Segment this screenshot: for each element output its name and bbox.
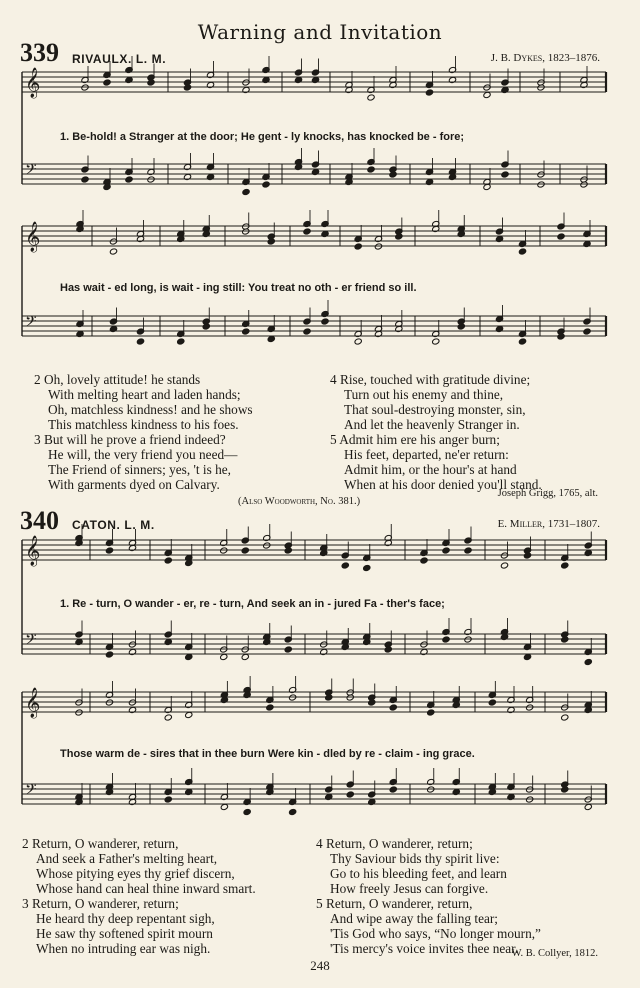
verse-line: He saw thy softened spirit mourn	[36, 926, 213, 941]
note-head	[341, 562, 349, 569]
verse-line: 4 Return, O wanderer, return;	[316, 836, 473, 851]
note-head	[363, 564, 371, 571]
note-head	[284, 646, 292, 653]
verse-line: 'Tis God who says, “No longer mourn,”	[330, 926, 541, 941]
verse-line: When no intruding ear was nigh.	[36, 941, 211, 956]
page-number: 248	[310, 958, 330, 973]
note-head	[105, 547, 113, 554]
verse-line: Thy Saviour bids thy spirit live:	[330, 851, 500, 866]
note-head	[501, 86, 509, 93]
verse-line: Turn out his enemy and thine,	[344, 387, 504, 402]
note-head	[346, 791, 354, 798]
note-head	[432, 338, 440, 345]
note-head	[452, 788, 460, 795]
note-head	[425, 178, 433, 185]
verse-line: This matchless kindness to his foes.	[48, 417, 239, 432]
note-head	[294, 76, 302, 83]
verse-line: And wipe away the falling tear;	[330, 911, 498, 926]
note-head	[164, 714, 172, 721]
page-title: Warning and Invitation	[197, 20, 443, 44]
verse-block-right	[316, 836, 541, 956]
note-head	[241, 547, 249, 554]
note-head	[185, 788, 193, 795]
bass-clef-icon: 𝄢	[25, 631, 37, 652]
note-head	[243, 808, 251, 815]
note-head	[81, 84, 89, 91]
note-head	[164, 557, 172, 564]
note-head	[321, 230, 329, 237]
author-credit: W. B. Collyer, 1812.	[511, 948, 598, 959]
note-head	[183, 173, 191, 180]
note-head	[526, 704, 534, 711]
verse-line: 'Tis mercy's voice invites thee near.	[330, 941, 519, 956]
note-head	[262, 181, 270, 188]
note-head	[557, 233, 565, 240]
verse-line: 4 Rise, touched with gratitude divine;	[330, 372, 531, 387]
note-head	[584, 803, 592, 810]
verse-line: Whose hand can heal thine inward smart.	[36, 881, 256, 896]
note-head	[420, 557, 428, 564]
verse-line: 3 But will he prove a friend indeed?	[34, 432, 226, 447]
verse-line: That soul-destroying monster, sin,	[344, 402, 526, 417]
note-head	[185, 653, 193, 660]
note-head	[75, 638, 83, 645]
note-head	[495, 235, 503, 242]
note-head	[368, 798, 376, 805]
verse-line: With garments dyed on Calvary.	[48, 477, 220, 492]
note-head	[289, 694, 297, 701]
note-head	[321, 318, 329, 325]
verse-line: With melting heart and laden hands;	[48, 387, 241, 402]
verse-line: He heard thy deep repentant sigh,	[36, 911, 215, 926]
lyric-line: 1. Re - turn, O wander - er, re - turn, And seek an in - jured Fa - ther's face;	[60, 598, 445, 610]
note-head	[266, 704, 274, 711]
treble-clef-icon: 𝄞	[25, 536, 41, 566]
verse-block-left	[34, 372, 253, 492]
note-head	[289, 808, 297, 815]
note-head	[488, 699, 496, 706]
verse-line: The Friend of sinners; yes, 't is he,	[48, 462, 231, 477]
note-head	[303, 328, 311, 335]
tune-name: RIVAULX. L. M.	[72, 52, 167, 66]
note-head	[109, 325, 117, 332]
note-head	[427, 786, 435, 793]
verse-line: 3 Return, O wanderer, return;	[22, 896, 179, 911]
note-head	[263, 542, 271, 549]
composer: J. B. Dykes, 1823–1876.	[490, 52, 600, 64]
lyric-line: Has wait - ed long, is wait - ing still: You treat no oth - er friend so ill.	[60, 282, 417, 294]
verse-line: And seek a Father's melting heart,	[36, 851, 218, 866]
note-head	[507, 793, 515, 800]
note-head	[311, 76, 319, 83]
bass-clef-icon: 𝄢	[25, 313, 37, 334]
note-head	[303, 228, 311, 235]
note-head	[325, 793, 333, 800]
verse-line: Admit him, or the hour's at hand	[344, 462, 517, 477]
note-head	[367, 94, 375, 101]
treble-clef-icon: 𝄞	[25, 222, 41, 252]
note-head	[442, 547, 450, 554]
verse-line: 2 Return, O wanderer, return,	[22, 836, 179, 851]
verse-line: How freely Jesus can forgive.	[330, 881, 489, 896]
lyric-line: Those warm de - sires that in thee burn Were kin - dled by re - claim - ing grace.	[60, 748, 475, 760]
note-head	[125, 76, 133, 83]
note-head	[242, 188, 250, 195]
verse-line: When at his door denied you'll stand.	[344, 477, 542, 492]
note-head	[220, 803, 228, 810]
note-head	[125, 176, 133, 183]
verse-line: Whose pitying eyes thy grief discern,	[36, 866, 235, 881]
verse-line: 2 Oh, lovely attitude! he stands	[34, 372, 201, 387]
note-head	[320, 648, 328, 655]
note-head	[501, 171, 509, 178]
verse-line: He will, the very friend you need—	[48, 447, 238, 462]
note-head	[561, 562, 569, 569]
note-head	[164, 638, 172, 645]
note-head	[128, 706, 136, 713]
note-head	[241, 653, 249, 660]
note-head	[128, 648, 136, 655]
hymn-number: 339	[20, 38, 59, 67]
note-head	[367, 166, 375, 173]
note-head	[177, 338, 185, 345]
verse-line: 5 Admit him ere his anger burn;	[330, 432, 500, 447]
note-head	[136, 338, 144, 345]
note-head	[464, 547, 472, 554]
note-head	[500, 562, 508, 569]
tune-name: CATON. L. M.	[72, 518, 155, 532]
note-head	[206, 173, 214, 180]
note-head	[267, 335, 275, 342]
note-head	[354, 338, 362, 345]
treble-clef-icon: 𝄞	[25, 68, 41, 98]
hymn-number: 340	[20, 506, 59, 535]
note-head	[420, 648, 428, 655]
note-head	[584, 658, 592, 665]
note-head	[220, 547, 228, 554]
verse-line: Go to his bleeding feet, and learn	[330, 866, 507, 881]
lyric-line: 1. Be-hold! a Stranger at the door; He gent - ly knocks, has knocked be - fore;	[60, 131, 465, 143]
note-head	[311, 168, 319, 175]
note-head	[495, 325, 503, 332]
note-head	[583, 328, 591, 335]
note-head	[507, 706, 515, 713]
note-head	[583, 240, 591, 247]
note-head	[105, 651, 113, 658]
note-head	[389, 704, 397, 711]
note-head	[105, 699, 113, 706]
note-head	[206, 81, 214, 88]
note-head	[483, 91, 491, 98]
note-head	[103, 79, 111, 86]
note-head	[518, 338, 526, 345]
note-head	[464, 636, 472, 643]
verse-block-left	[22, 836, 256, 956]
note-head	[448, 76, 456, 83]
note-head	[526, 796, 534, 803]
treble-clef-icon: 𝄞	[25, 688, 41, 718]
verse-line: Oh, matchless kindness! and he shows	[48, 402, 253, 417]
composer: E. Miller, 1731–1807.	[497, 518, 600, 530]
note-head	[374, 243, 382, 250]
verse-block-right	[330, 372, 542, 492]
note-head	[389, 786, 397, 793]
note-head	[262, 76, 270, 83]
bass-clef-icon: 𝄢	[25, 161, 37, 182]
note-head	[518, 248, 526, 255]
verse-line: 5 Return, O wanderer, return,	[316, 896, 473, 911]
bass-clef-icon: 𝄢	[25, 781, 37, 802]
note-head	[584, 549, 592, 556]
note-head	[76, 330, 84, 337]
note-head	[109, 248, 117, 255]
note-head	[75, 709, 83, 716]
note-head	[220, 653, 228, 660]
note-head	[523, 653, 531, 660]
note-head	[185, 711, 193, 718]
note-head	[561, 714, 569, 721]
note-head	[147, 176, 155, 183]
author-credit: Joseph Grigg, 1765, alt.	[497, 488, 598, 499]
note-head	[425, 89, 433, 96]
cross-reference-note: (Also Woodworth, No. 381.)	[238, 496, 361, 507]
note-head	[242, 328, 250, 335]
note-head	[354, 243, 362, 250]
note-head	[81, 176, 89, 183]
note-head	[242, 86, 250, 93]
verse-line: And let the heavenly Stranger in.	[344, 417, 520, 432]
note-head	[537, 181, 545, 188]
verse-line: His feet, departed, ne'er return:	[344, 447, 509, 462]
note-head	[164, 796, 172, 803]
note-head	[442, 636, 450, 643]
note-head	[427, 709, 435, 716]
